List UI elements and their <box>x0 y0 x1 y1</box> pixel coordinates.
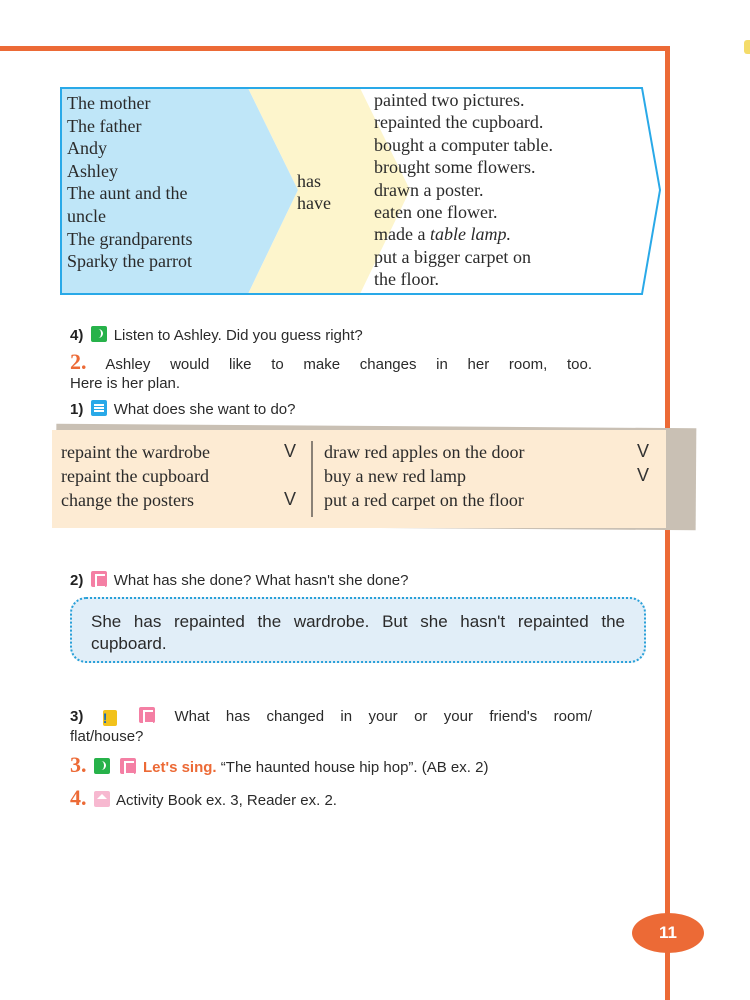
home-icon <box>94 791 110 807</box>
writing-icon <box>91 571 107 587</box>
table-endings <box>374 89 553 291</box>
plan-left-column <box>61 440 210 512</box>
table-verbs <box>297 170 331 214</box>
exercise-number: 2. <box>70 349 87 374</box>
example-text <box>91 611 625 655</box>
ending-item: bought a computer table. <box>374 134 553 155</box>
task-text: What does she want to do? <box>113 401 296 418</box>
audio-icon <box>91 326 107 342</box>
table-subjects <box>67 92 192 273</box>
task-number: 2) <box>70 572 84 589</box>
check-mark: V <box>284 489 297 509</box>
exercise-text: Activity Book ex. 3, Reader ex. 2. <box>116 792 337 809</box>
exclamation-icon: ! <box>103 710 117 726</box>
exercise-2-line1 <box>70 349 592 375</box>
check-mark: V <box>637 465 650 485</box>
ending-item: put a bigger carpet on <box>374 246 531 267</box>
subject-item: The mother <box>67 93 151 113</box>
ending-item: the floor. <box>374 269 439 290</box>
subject-item: Ashley <box>67 160 118 181</box>
task-3-line1 <box>70 707 592 726</box>
ending-item: brought some flowers. <box>374 157 536 178</box>
plan-item: buy a new red lamp <box>324 466 466 486</box>
task-3-line2: flat/house? <box>70 728 144 745</box>
plan-divider <box>311 441 313 517</box>
example-line: She has repainted the wardrobe. But she hasn't <box>91 612 506 631</box>
ending-item: made a table lamp. <box>374 224 511 245</box>
plan-item: repaint the wardrobe <box>61 442 210 462</box>
check-mark: V <box>637 441 650 461</box>
plan-item: change the posters <box>61 490 194 510</box>
subject-item: Sparky the parrot <box>67 251 192 272</box>
plan-item: put a red carpet on the floor <box>324 490 524 510</box>
task-1 <box>70 400 295 418</box>
ending-item: eaten one flower. <box>374 202 498 223</box>
exercise-4 <box>70 785 337 811</box>
verb-has: has <box>297 171 321 191</box>
plan-right-column <box>324 440 524 512</box>
subject-item: Andy <box>67 138 107 159</box>
task-text: Listen to Ashley. Did you guess right? <box>113 327 363 344</box>
subject-item: The father <box>67 115 142 136</box>
exercise-number: 3. <box>70 752 87 777</box>
task-number: 3) <box>70 708 84 725</box>
exercise-number: 4. <box>70 785 87 810</box>
writing-icon <box>139 707 155 723</box>
check-mark: V <box>284 441 297 461</box>
audio-icon <box>94 758 110 774</box>
task-2 <box>70 571 408 589</box>
task-4 <box>70 326 363 344</box>
task-number: 4) <box>70 327 84 344</box>
verb-have: have <box>297 193 331 213</box>
task-number: 1) <box>70 401 84 418</box>
task-text: What has changed in your or your friend's room/ <box>174 708 592 725</box>
page-frame-top <box>0 46 670 51</box>
ending-item: drawn a poster. <box>374 179 484 200</box>
plan-item: repaint the cupboard <box>61 466 209 486</box>
task-text: What has she done? What hasn't she done? <box>113 572 409 589</box>
subject-item: The aunt and the <box>67 183 188 204</box>
reading-icon <box>91 400 107 416</box>
exercise-text: Ashley would like to make changes in her room, too. <box>105 356 592 373</box>
exercise-text: “The haunted house hip hop”. (AB ex. 2) <box>220 759 489 776</box>
ending-item: repainted the cupboard. <box>374 112 544 133</box>
sing-label: Let's sing. <box>143 759 217 776</box>
example-line: repainted the cupboard. <box>91 612 626 653</box>
exercise-3 <box>70 752 488 778</box>
page-edge-tab <box>744 40 750 54</box>
subject-item: The grandparents <box>67 228 193 249</box>
exercise-2-line2: Here is her plan. <box>70 375 181 392</box>
ending-item: painted two pictures. <box>374 90 525 110</box>
plan-item: draw red apples on the door <box>324 442 525 462</box>
page-number: 11 <box>632 913 704 953</box>
subject-item: uncle <box>67 205 106 226</box>
writing-icon <box>120 758 136 774</box>
